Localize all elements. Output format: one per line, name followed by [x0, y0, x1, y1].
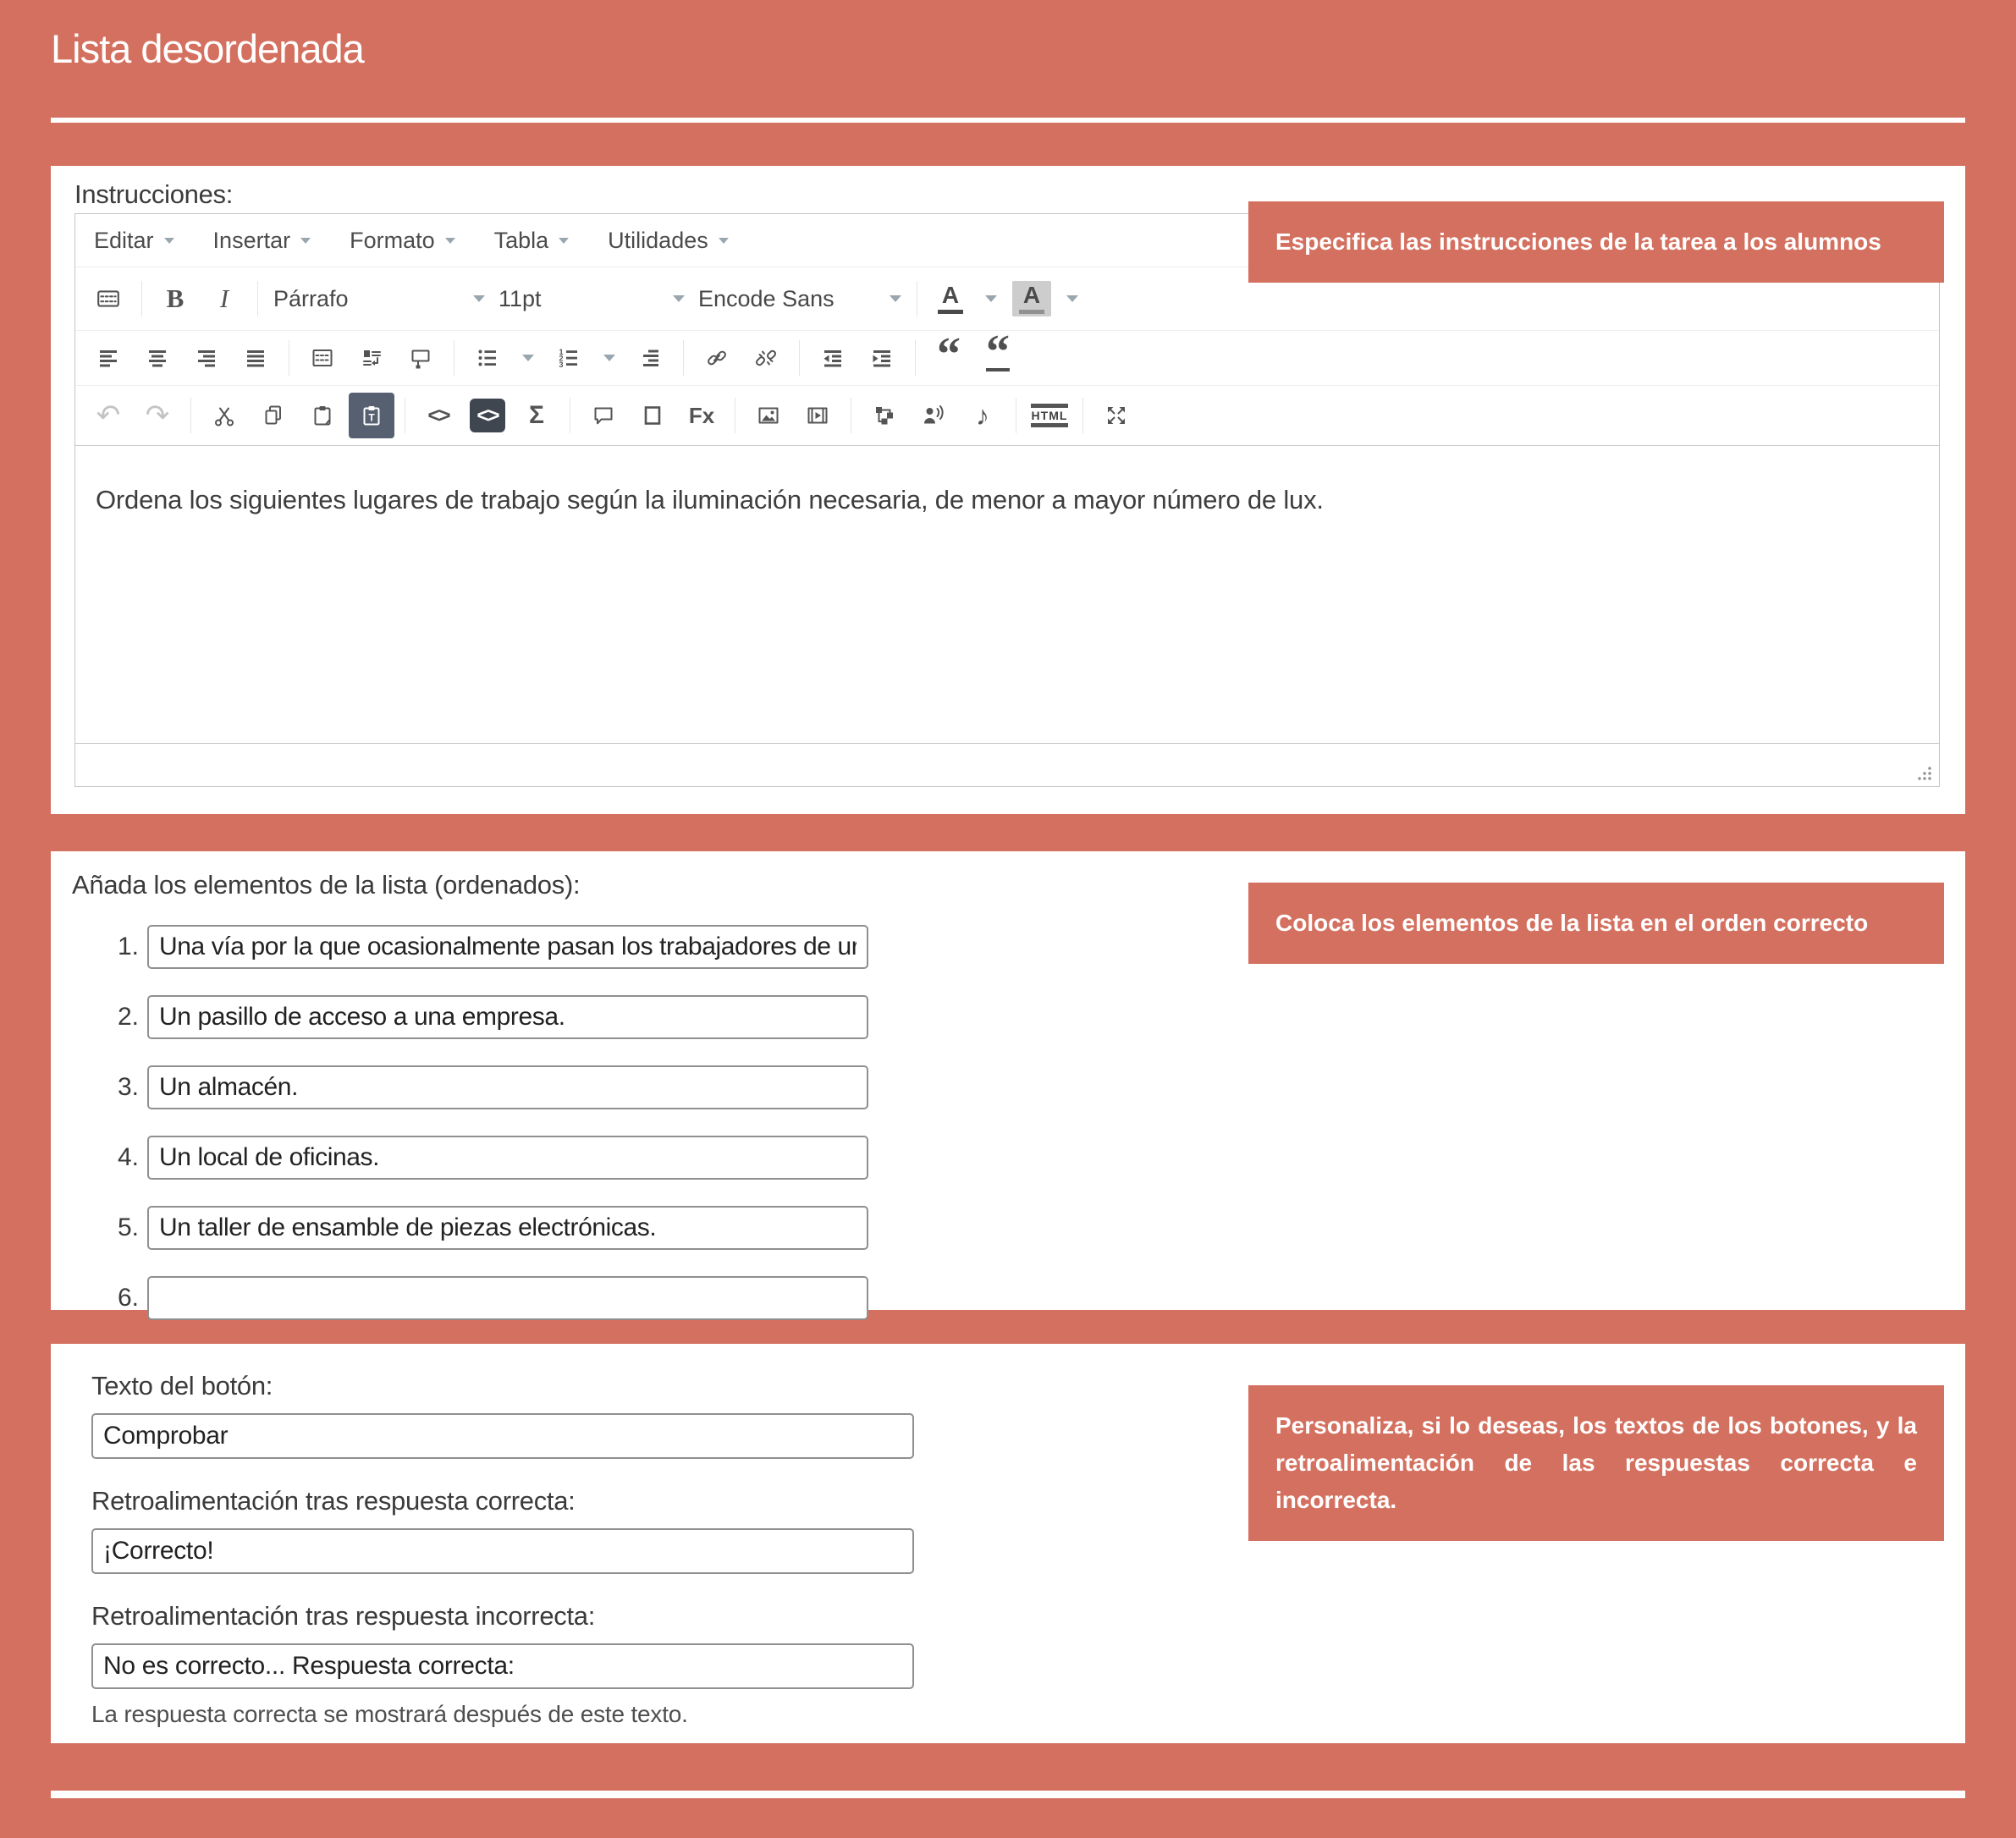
align-center-icon	[146, 346, 169, 370]
svg-text:2: 2	[559, 354, 564, 363]
keyboard-icon	[96, 286, 121, 311]
title-divider	[51, 118, 1965, 123]
music-note-icon: ♪	[976, 399, 989, 431]
list-item-input-6[interactable]	[147, 1276, 868, 1320]
bullet-list-icon	[476, 346, 499, 370]
chevron-down-icon	[890, 295, 901, 302]
link-button[interactable]	[694, 335, 740, 381]
chevron-down-icon	[522, 355, 534, 361]
list-items	[51, 924, 1965, 1345]
toolbar-separator	[683, 340, 684, 376]
paste-icon	[311, 404, 334, 427]
italic-button[interactable]	[201, 276, 247, 322]
cut-button[interactable]	[201, 393, 247, 438]
anchor-icon	[409, 346, 432, 370]
snippets-button[interactable]	[85, 276, 131, 322]
svg-text:3: 3	[559, 360, 564, 369]
fullscreen-button[interactable]	[1093, 393, 1139, 438]
html-button[interactable]	[1027, 393, 1072, 438]
incorrect-feedback-label: Retroalimentación tras respuesta incorrecta:	[91, 1601, 596, 1631]
instructions-callout: Especifica las instrucciones de la tarea a los alumnos	[1248, 201, 1944, 283]
toolbar-separator	[257, 281, 258, 316]
blockquote-button[interactable]	[926, 328, 972, 381]
diagram-button[interactable]	[862, 393, 907, 438]
outdent-icon	[821, 346, 845, 370]
code-icon: <>	[427, 403, 449, 427]
bold-button[interactable]	[152, 276, 198, 322]
block-format-select[interactable]: Párrafo	[273, 286, 485, 312]
justify-button[interactable]	[233, 335, 278, 381]
indent-icon	[870, 346, 894, 370]
indent-button[interactable]	[859, 335, 905, 381]
align-left-icon	[96, 346, 120, 370]
editor-toolbar-row3	[75, 386, 1939, 446]
chevron-down-icon	[719, 238, 729, 244]
bullet-list-menu-button[interactable]	[514, 335, 543, 381]
link-icon	[705, 346, 729, 370]
audio-button[interactable]	[960, 393, 1005, 438]
chevron-down-icon	[985, 295, 997, 302]
bottom-divider	[51, 1791, 1965, 1798]
list-item-input-5[interactable]	[147, 1206, 868, 1250]
visual-blocks-icon	[311, 346, 334, 370]
toolbar-separator	[799, 340, 800, 376]
list-item-input-4[interactable]	[147, 1136, 868, 1180]
list-item	[51, 1205, 1965, 1251]
rich-text-editor	[74, 213, 1940, 787]
redo-icon: ↷	[145, 399, 170, 432]
editor-toolbar-row2	[75, 326, 1939, 386]
chevron-down-icon	[300, 238, 311, 244]
image-icon	[757, 404, 780, 427]
background-color-button[interactable]	[1009, 276, 1055, 322]
numbered-list-button[interactable]	[546, 335, 592, 381]
align-right-icon	[195, 346, 218, 370]
comment-icon	[592, 404, 615, 427]
pullquote-icon: “	[986, 326, 1010, 378]
iframe-button[interactable]	[630, 393, 675, 438]
list-item	[51, 1065, 1965, 1110]
chevron-down-icon	[673, 295, 685, 302]
list-item-number: 3.	[117, 1073, 139, 1101]
align-left-button[interactable]	[85, 335, 131, 381]
chevron-down-icon	[164, 238, 174, 244]
list-item-number: 5.	[117, 1213, 139, 1241]
layout-icon	[360, 346, 383, 370]
menu-tools[interactable]: Utilidades	[608, 228, 729, 254]
anchor-button[interactable]	[398, 335, 443, 381]
toolbar-separator	[141, 281, 142, 316]
list-item-number: 6.	[117, 1284, 139, 1312]
resize-grip[interactable]	[1910, 759, 1936, 784]
blockquote-icon: “	[937, 328, 961, 381]
incorrect-feedback-helper: La respuesta correcta se mostrará después de este texto.	[91, 1701, 688, 1727]
paste-as-text-button[interactable]	[349, 393, 394, 438]
instructions-label: Instrucciones:	[74, 179, 234, 209]
undo-button[interactable]	[85, 393, 131, 438]
undo-icon: ↶	[96, 399, 121, 432]
unlink-button[interactable]	[743, 335, 789, 381]
list-item-number: 2.	[117, 1003, 139, 1031]
list-item	[51, 1275, 1965, 1321]
insert-media-button[interactable]	[795, 393, 840, 438]
fullscreen-icon	[1104, 404, 1128, 427]
chevron-down-icon	[445, 238, 455, 244]
effects-button[interactable]	[679, 393, 724, 438]
text-color-icon: A	[938, 283, 963, 314]
numbered-list-menu-button[interactable]	[595, 335, 624, 381]
paste-button[interactable]	[300, 393, 345, 438]
menu-insert[interactable]: Insertar	[213, 228, 311, 254]
redo-button[interactable]	[135, 393, 180, 438]
list-item	[51, 994, 1965, 1040]
source-code-button[interactable]	[465, 393, 510, 438]
svg-text:1: 1	[559, 347, 564, 356]
sigma-icon: Σ	[528, 401, 544, 429]
font-family-select[interactable]: Encode Sans	[698, 286, 901, 312]
layout-button[interactable]	[349, 335, 394, 381]
inline-code-button[interactable]	[416, 393, 461, 438]
menu-table[interactable]: Tabla	[494, 228, 570, 254]
align-center-button[interactable]	[135, 335, 180, 381]
outdent-button[interactable]	[810, 335, 856, 381]
correct-feedback-input[interactable]	[91, 1528, 914, 1574]
list-item-input-1[interactable]	[147, 925, 868, 969]
list-item-input-3[interactable]	[147, 1065, 868, 1109]
toolbar-separator	[190, 398, 191, 433]
list-callout: Coloca los elementos de la lista en el orden correcto	[1248, 883, 1944, 964]
numbered-list-icon	[557, 346, 581, 370]
feedback-callout: Personaliza, si lo deseas, los textos de los botones, y la retroalimentación de las respuestas correcta e incorrecta.	[1248, 1385, 1944, 1541]
toolbar-separator	[1082, 398, 1083, 433]
source-code-icon: <>	[470, 399, 505, 432]
correct-feedback-label: Retroalimentación tras respuesta correcta:	[91, 1486, 576, 1516]
editor-statusbar	[75, 743, 1939, 786]
button-text-label: Texto del botón:	[91, 1371, 273, 1401]
incorrect-feedback-input[interactable]	[91, 1643, 914, 1689]
math-button[interactable]	[514, 393, 559, 438]
paste-text-icon	[360, 404, 383, 427]
fx-icon: Fx	[688, 402, 715, 428]
scissors-icon	[212, 404, 236, 427]
chevron-down-icon	[559, 238, 569, 244]
chevron-down-icon	[1066, 295, 1078, 302]
copy-button[interactable]	[251, 393, 296, 438]
font-size-select[interactable]: 11pt	[498, 286, 685, 312]
list-label: Añada los elementos de la lista (ordenados):	[72, 870, 581, 900]
chevron-down-icon	[473, 295, 485, 302]
list-item	[51, 1135, 1965, 1180]
justify-icon	[244, 346, 267, 370]
background-color-menu-button[interactable]	[1058, 276, 1087, 322]
copy-icon	[262, 404, 285, 427]
insert-image-button[interactable]	[746, 393, 791, 438]
toolbar-separator	[915, 340, 916, 376]
bold-icon: B	[166, 283, 185, 313]
list-item-input-2[interactable]	[147, 995, 868, 1039]
flowchart-icon	[873, 404, 896, 427]
editor-content[interactable]: Ordena los siguientes lugares de trabajo según la iluminación necesaria, de menor a mayor número de lux.	[96, 485, 1324, 515]
unlink-icon	[754, 346, 778, 370]
line-height-icon	[638, 346, 662, 370]
read-aloud-button[interactable]	[911, 393, 956, 438]
menu-edit[interactable]: Editar	[94, 228, 174, 254]
background-color-icon: A	[1012, 281, 1051, 316]
button-text-input[interactable]	[91, 1413, 914, 1459]
html-icon: HTML	[1031, 404, 1069, 427]
list-item-number: 1.	[117, 933, 139, 960]
menu-format[interactable]: Formato	[350, 228, 455, 254]
svg-text:T: T	[368, 411, 375, 424]
list-item-number: 4.	[117, 1143, 139, 1171]
resize-grip-icon	[1910, 759, 1936, 784]
speaking-person-icon	[922, 404, 945, 427]
text-color-menu-button[interactable]	[977, 276, 1005, 322]
pullquote-button[interactable]	[975, 326, 1021, 381]
italic-icon: I	[219, 283, 229, 313]
video-icon	[806, 404, 829, 427]
chevron-down-icon	[603, 355, 615, 361]
line-height-button[interactable]	[627, 335, 673, 381]
window-icon	[641, 404, 664, 427]
bullet-list-button[interactable]	[465, 335, 510, 381]
text-color-button[interactable]	[928, 276, 973, 322]
align-right-button[interactable]	[184, 335, 229, 381]
page-title: Lista desordenada	[51, 26, 364, 71]
visual-blocks-button[interactable]	[300, 335, 345, 381]
comment-button[interactable]	[581, 393, 626, 438]
